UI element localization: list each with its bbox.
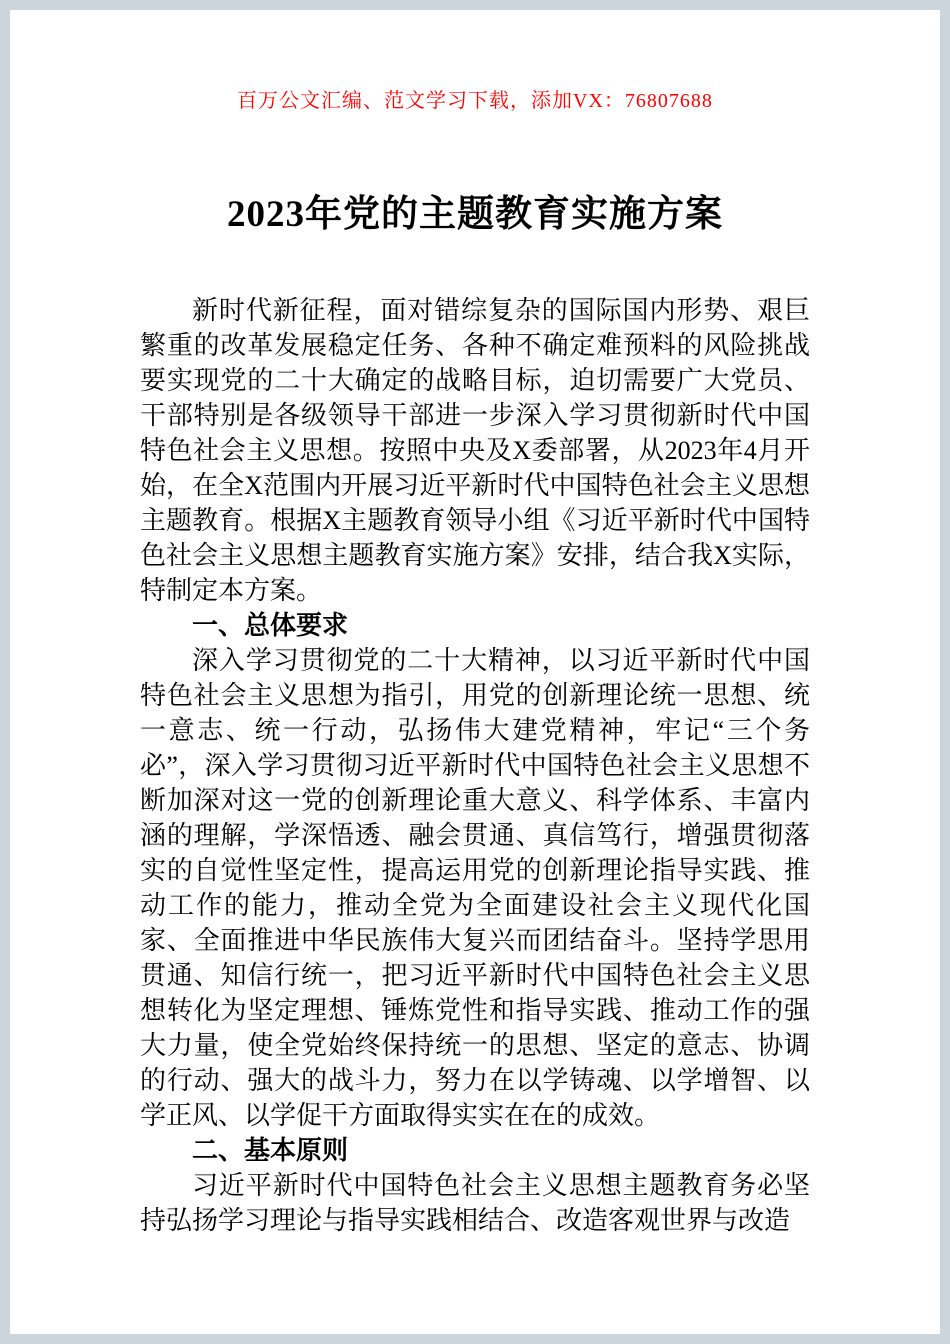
document-page — [10, 10, 940, 1334]
section-heading-2: 二、基本原则 — [192, 1136, 349, 1165]
section-heading-1: 一、总体要求 — [192, 611, 349, 640]
paragraph-overall-requirements: 深入学习贯彻党的二十大精神，以习近平新时代中国特色社会主义思想为指引，用党的创新理论统一思想、统一意志、统一行动，弘扬伟大建党精神，牢记“三个务必”，深入学习贯彻习近平新时代中国特色社会主义思想不断加深对这一党的创新理论重大意义、科学体系、丰富内涵的理解，学深悟透、融会贯通、真信笃行，增强贯彻落实的自觉性坚定性，提高运用党的创新理论指导实践、推动工作的能力，推动全党为全面建设社会主义现代化国家、全面推进中华民族伟大复兴而团结奋斗。坚持学思用贯通、知信行统一，把习近平新时代中国特色社会主义思想转化为坚定理想、锤炼党性和指导实践、推动工作的强大力量，使全党始终保持统一的思想、坚定的意志、协调的行动、强大的战斗力，努力在以学铸魂、以学增智、以学正风、以学促干方面取得实实在在的成效。 — [140, 646, 810, 1130]
promo-notice-text: 百万公文汇编、范文学习下载，添加VX：76807688 — [237, 90, 713, 112]
paragraph-basic-principles: 习近平新时代中国特色社会主义思想主题教育务必坚持弘扬学习理论与指导实践相结合、改造客观世界与改造 — [140, 1171, 810, 1235]
document-body — [10, 293, 940, 1238]
paragraph-intro: 新时代新征程，面对错综复杂的国际国内形势、艰巨繁重的改革发展稳定任务、各种不确定难预料的风险挑战要实现党的二十大确定的战略目标，迫切需要广大党员、干部特别是各级领导干部进一步深入学习贯彻新时代中国特色社会主义思想。按照中央及X委部署，从2023年4月开始，在全X范围内开展习近平新时代中国特色社会主义思想主题教育。根据X主题教育领导小组《习近平新时代中国特色社会主义思想主题教育实施方案》安排，结合我X实际，特制定本方案。 — [140, 296, 810, 605]
document-title: 2023年党的主题教育实施方案 — [227, 194, 723, 235]
